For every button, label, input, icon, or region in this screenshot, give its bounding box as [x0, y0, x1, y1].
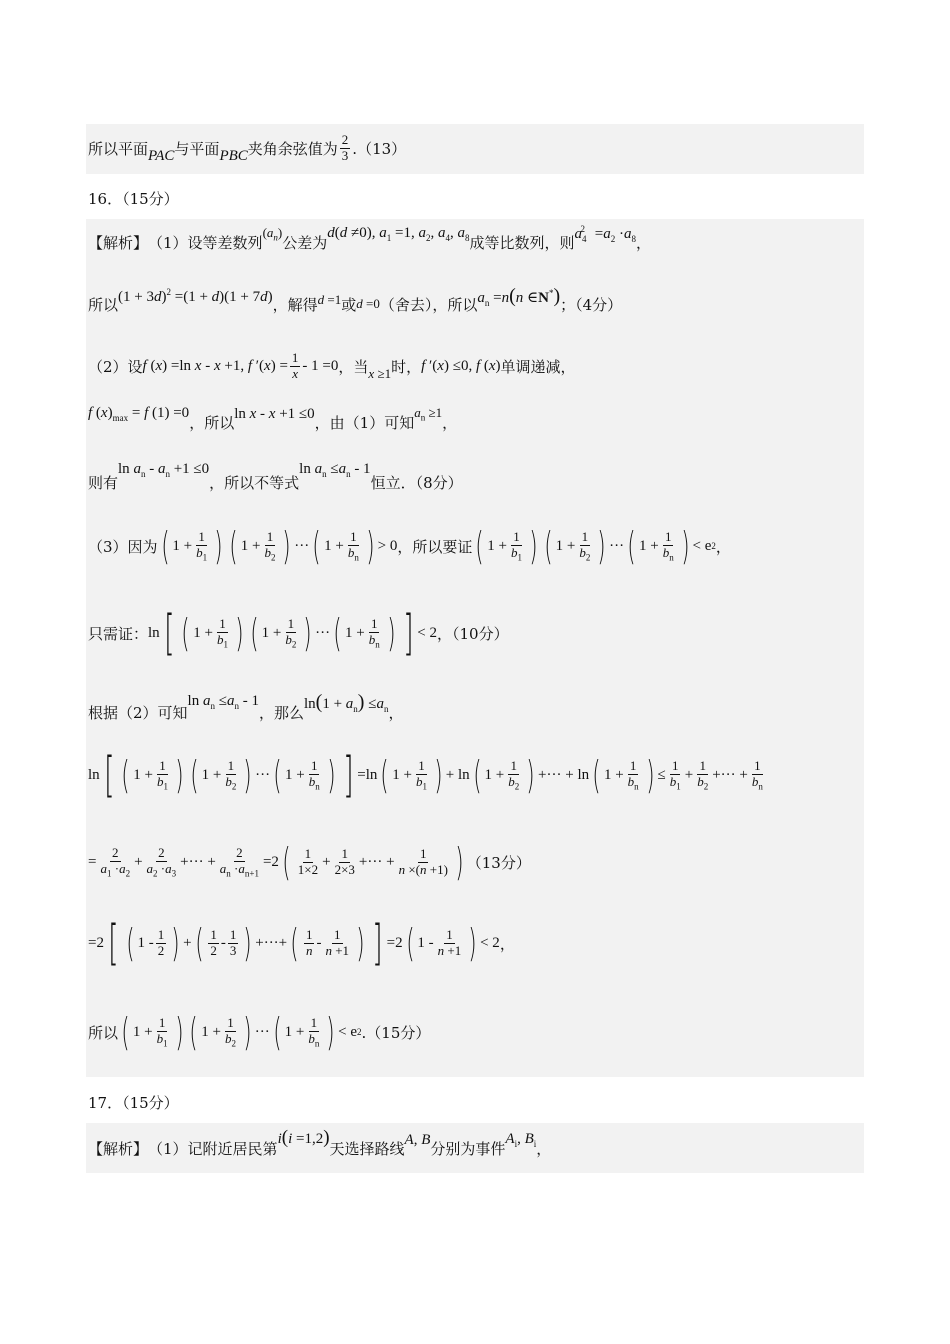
- text: ，: [635, 233, 651, 252]
- text: ，由（1）可知: [314, 413, 415, 432]
- text: （舍去），所以: [379, 295, 478, 314]
- text: 所以: [88, 1023, 119, 1042]
- text: 所以平面: [88, 139, 149, 158]
- question-16-header: 16．（15分）: [88, 190, 179, 208]
- q16-line-5: [88, 462, 463, 502]
- q16-line-4: [88, 402, 457, 442]
- q16-line-2: [88, 284, 622, 324]
- text: ，当: [338, 357, 369, 376]
- text: 或: [341, 295, 357, 314]
- analysis-tag: 【解析】: [88, 233, 149, 252]
- math: $(a_n)$: [262, 225, 283, 243]
- text: 分别为事件: [430, 1139, 506, 1158]
- math: $(1 + 3d)^2 =(1 + d)(1 + 7d)$: [118, 286, 273, 305]
- text: 夹角余弦值为: [247, 139, 338, 158]
- math: f $(x)_{max} = f$ (1) =0: [88, 405, 190, 423]
- q16-line-8: [88, 692, 403, 732]
- q16-line-7: 只需证： ln [ ( 1 + $\frac{1}{b_1}$ ) ( 1 + $\frac{1}{b_2}$ ) ··· ( 1 + $\frac{1}{b_n}$ ) ] < 2 ，（10分）: [88, 605, 509, 661]
- text: 所以: [88, 295, 119, 314]
- text: ，: [388, 703, 404, 722]
- text: （1）记附近居民第: [148, 1139, 278, 1158]
- text: 成等比数列，则: [469, 233, 575, 252]
- math: f ′(x) ≤0, f (x): [421, 357, 501, 374]
- text: 只需证：: [88, 624, 149, 643]
- plane-pbc: PBC: [219, 147, 248, 164]
- score-label: .（15分）: [361, 1023, 431, 1042]
- math: d(d ≠0), $a_1 =1$, $a_2$, $a_4$, $a_8$: [327, 225, 470, 243]
- q16-line-9: ln [ ( 1 + $\frac{1}{b_1}$ ) ( 1 + $\frac{1}{b_2}$ ) ··· ( 1 + $\frac{1}{b_n}$ ) ] =ln ( 1 + $\frac{1}{b_1}$ ) + ln ( 1 + $\frac{1}{b_2}$ ) +··· + ln ( 1 + $\frac{1}{b_n}$ ) ≤ $\frac{1}{b_1}$ + $\frac{1}{b_2}$ +··· + $\frac{1}{b_n}$: [88, 747, 763, 803]
- q16-line-1: [88, 222, 651, 262]
- text: ，: [715, 539, 731, 556]
- text: ，解得: [272, 295, 318, 314]
- text: 则有: [88, 473, 119, 492]
- text: 与平面: [174, 139, 220, 158]
- fraction: $\frac{1}{x}$: [291, 349, 299, 381]
- score-label: .（13）: [352, 139, 407, 158]
- top-conclusion-line: [88, 126, 406, 170]
- text: 单调递减，: [500, 357, 576, 376]
- text: 根据（2）可知: [88, 703, 188, 722]
- question-17-header: 17．（15分）: [88, 1094, 179, 1112]
- math: A, B: [404, 1131, 431, 1148]
- q16-line-3: [88, 344, 576, 388]
- score-label: ；（4分）: [560, 295, 623, 314]
- cosine-fraction: $\frac{2}{3}$: [341, 131, 349, 163]
- math: $\ln a_n \le a_n - 1$: [299, 461, 371, 479]
- score-label: ，（10分）: [437, 624, 509, 643]
- text: （2）设: [88, 357, 143, 376]
- text: ，那么: [258, 703, 304, 722]
- math: $A_i$, $B_i$: [505, 1131, 537, 1149]
- math: ln x - x +1 ≤0: [234, 405, 315, 422]
- math: $\ln(1 + a_n) \le a_n$: [303, 690, 389, 714]
- math: $\ln a_n \le a_n - 1$: [187, 693, 259, 711]
- text: ，所以: [189, 413, 235, 432]
- text: ，所以不等式: [209, 473, 300, 492]
- text: 公差为: [282, 233, 328, 252]
- math: $a_4^2 =a_2 \cdot a_8$: [574, 224, 636, 244]
- text: ，: [536, 1139, 552, 1158]
- q16-line-12: 所以 ( 1 + $\frac{1}{b_1}$ ) ( 1 + $\frac{1}{b_2}$ ) ··· ( 1 + $\frac{1}{b_n}$ ) < e 2 .（15分）: [88, 1010, 431, 1054]
- q17-line-1: [88, 1126, 551, 1170]
- math: x ≥1: [368, 366, 392, 381]
- text: （3）因为: [88, 537, 158, 556]
- math: f (x) =ln x - x +1, f ′(x) =: [142, 357, 288, 374]
- math: i(i =1,2): [277, 1127, 330, 1148]
- text: 时，: [391, 357, 422, 376]
- analysis-tag: 【解析】: [88, 1139, 149, 1158]
- text: 天选择路线: [329, 1139, 405, 1158]
- plane-pac: PAC: [148, 147, 175, 164]
- text: ，: [499, 936, 515, 953]
- q16-line-6: （3）因为 ( 1 + $\frac{1}{b_1}$ ) ( 1 + $\frac{1}{b_2}$ ) ··· ( 1 + $\frac{1}{b_n}$ ) > 0 ，所以要证 ( 1 + $\frac{1}{b_1}$ ) ( 1 + $\frac{1}{b_2}$ ) ··· ( 1 + $\frac{1}{b_n}$ ) < e 2 ，: [88, 524, 731, 568]
- math: - 1 =0: [302, 357, 339, 374]
- math: d =0: [356, 296, 380, 311]
- text: （1）设等差数列: [148, 233, 263, 252]
- text: ，所以要证: [397, 537, 473, 556]
- math: $a_n \ge 1$: [414, 405, 443, 423]
- q16-line-10: = $\frac{2}{a_1 \cdot a_2}$ + $\frac{2}{a_2 \cdot a_3}$ +··· + $\frac{2}{a_n \cdot a_{n+1}}$ =2 ( $\frac{1}{1\times 2}$ + $\frac{1}{2\times 3}$ +··· + $\frac{1}{n \times(n +1)}$ ) （13分）: [88, 840, 531, 884]
- math: $a_n =n(n$ ∈N*): [477, 284, 561, 308]
- text: 恒立．（8分）: [370, 473, 463, 492]
- math: $\ln a_n - a_n +1 \le 0$: [118, 461, 210, 479]
- score-label: （13分）: [466, 853, 531, 872]
- text: ，: [442, 413, 458, 432]
- math: d =1: [317, 292, 342, 307]
- q16-line-11: =2 [ ( 1 - $\frac{1}{2}$ ) + ( $\frac{1}{2}$ - $\frac{1}{3}$ ) +···+ ( $\frac{1}{n}$ - $\frac{1}{n +1}$ ) ] =2 ( 1 - $\frac{1}{n +1}$ ) < 2 ，: [88, 915, 515, 971]
